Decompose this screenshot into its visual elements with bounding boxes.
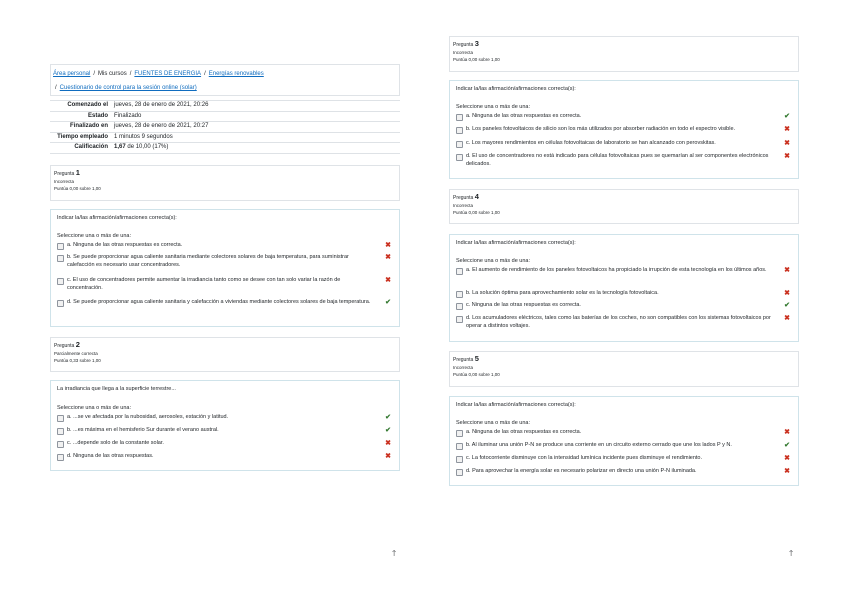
- check-icon: ✔: [784, 113, 790, 120]
- cross-icon: ✖: [784, 290, 790, 297]
- breadcrumb: [50, 64, 400, 96]
- summary-label: Calificación: [50, 143, 111, 154]
- summary-value: jueves, 28 de enero de 2021, 20:26: [111, 101, 400, 112]
- checkbox[interactable]: [456, 469, 463, 476]
- question-prompt: Seleccione una o más de una:: [456, 420, 530, 426]
- arrow-up-icon[interactable]: 🡑: [789, 549, 794, 558]
- question-state: Parcialmente correcta: [54, 351, 98, 356]
- summary-value: [111, 143, 400, 154]
- summary-row: [50, 132, 400, 143]
- cross-icon: ✖: [784, 455, 790, 462]
- question-3-content: [449, 80, 799, 179]
- checkbox[interactable]: [456, 268, 463, 275]
- answer-text: c. Ninguna de las otras respuestas es correcta.: [466, 302, 581, 308]
- answer-text: d. El uso de concentradores no está indicado para células fotovoltaicas pues se quemarían al ser componentes electrónicos delicados.: [466, 153, 769, 167]
- summary-label: Estado: [50, 111, 111, 122]
- answer-text: b. Al iluminar una unión P-N se produce una corriente en un circuito externo cerrado que une los lados P y N.: [466, 442, 732, 448]
- question-text: La irradiancia que llega a la superficie terrestre...: [57, 386, 176, 392]
- breadcrumb-quiz[interactable]: Cuestionario de control para la sesión online (solar): [59, 85, 197, 91]
- question-number: [54, 341, 396, 350]
- answer-text: d. Para aprovechar la energía solar es necesario polarizar en directo una unión P-N iluminada.: [466, 468, 697, 474]
- summary-row: [50, 143, 400, 154]
- question-3-info: [449, 36, 799, 72]
- checkbox[interactable]: [57, 278, 64, 285]
- cross-icon: ✖: [784, 126, 790, 133]
- answer-text: c. Los mayores rendimientos en células fotovoltaicas de laboratorio se han alcanzado con perovskitas.: [466, 140, 716, 146]
- cross-icon: ✖: [784, 267, 790, 274]
- question-4-info: [449, 189, 799, 224]
- question-label: Pregunta: [453, 357, 474, 363]
- answer-text: a. El aumento de rendimiento de los paneles fotovoltaicos ha propiciado la irrupción de esta tecnología en los últimos años.: [466, 267, 767, 273]
- checkbox[interactable]: [456, 456, 463, 463]
- cross-icon: ✖: [385, 254, 391, 261]
- checkbox[interactable]: [57, 300, 64, 307]
- question-number: [54, 169, 396, 178]
- breadcrumb-course[interactable]: FUENTES DE ENERGIA: [134, 71, 202, 77]
- checkbox[interactable]: [456, 443, 463, 450]
- summary-value: 1 minutos 9 segundos: [111, 132, 400, 143]
- breadcrumb-separator: /: [55, 85, 57, 91]
- cross-icon: ✖: [385, 440, 391, 447]
- checkbox[interactable]: [456, 430, 463, 437]
- check-icon: ✔: [784, 442, 790, 449]
- question-number-value: 5: [474, 354, 479, 363]
- answer-text: a. ...se ve afectada por la nubosidad, aerosoles, estación y latitud.: [67, 414, 229, 420]
- question-marks: Puntúa 0,00 sobre 1,00: [453, 210, 500, 215]
- checkbox[interactable]: [456, 316, 463, 323]
- answer-text: a. Ninguna de las otras respuestas es correcta.: [466, 113, 582, 119]
- question-prompt: Seleccione una o más de una:: [456, 104, 530, 110]
- question-label: Pregunta: [453, 42, 474, 48]
- breadcrumb-area-personal[interactable]: Área personal: [53, 71, 91, 77]
- question-number-value: 1: [75, 168, 80, 177]
- breadcrumb-separator: /: [93, 71, 96, 77]
- answer-text: b. Se puede proporcionar agua caliente sanitaria mediante colectores solares de baja temperatura, para suministrar calefacción es necesario usar concentradores.: [67, 254, 349, 268]
- question-2-content: [50, 380, 400, 471]
- question-number: [453, 355, 795, 364]
- cross-icon: ✖: [385, 277, 391, 284]
- question-number-value: 2: [75, 340, 80, 349]
- checkbox[interactable]: [57, 243, 64, 250]
- question-5-content: [449, 396, 799, 486]
- summary-label: Comenzado el: [50, 101, 111, 112]
- question-text: Indicar la/las afirmación/afirmaciones correcta(s):: [57, 215, 177, 221]
- checkbox[interactable]: [57, 255, 64, 262]
- checkbox[interactable]: [456, 303, 463, 310]
- question-text: Indicar la/las afirmación/afirmaciones correcta(s):: [456, 86, 576, 92]
- question-label: Pregunta: [453, 195, 474, 201]
- question-label: Pregunta: [54, 343, 75, 349]
- answer-text: a. Ninguna de las otras respuestas es correcta.: [67, 242, 183, 248]
- question-1-info: [50, 165, 400, 201]
- question-number: [453, 40, 795, 49]
- summary-row: [50, 111, 400, 122]
- checkbox[interactable]: [57, 428, 64, 435]
- answer-text: c. El uso de concentradores permite aumentar la irradiancia tanto como se desee con tan solo variar la razón de concentración.: [67, 277, 341, 291]
- checkbox[interactable]: [456, 141, 463, 148]
- breadcrumb-section[interactable]: Energías renovables: [208, 71, 264, 77]
- checkbox[interactable]: [57, 441, 64, 448]
- breadcrumb-separator: /: [204, 71, 206, 77]
- question-1-content: [50, 209, 400, 327]
- answer-text: d. Los acumuladores eléctricos, tales como las baterías de los coches, no son compatibles con los sistemas fotovoltaicos por operar a distintos voltajes.: [466, 315, 771, 329]
- summary-label: Finalizado en: [50, 122, 111, 133]
- cross-icon: ✖: [784, 429, 790, 436]
- checkbox[interactable]: [57, 415, 64, 422]
- cross-icon: ✖: [784, 140, 790, 147]
- question-state: Incorrecta: [453, 365, 474, 370]
- question-prompt: Seleccione una o más de una:: [57, 405, 131, 411]
- question-number-value: 4: [474, 192, 479, 201]
- breadcrumb-mis-cursos: Mis cursos: [98, 71, 127, 77]
- checkbox[interactable]: [456, 127, 463, 134]
- summary-row: [50, 122, 400, 133]
- check-icon: ✔: [385, 427, 391, 434]
- cross-icon: ✖: [784, 315, 790, 322]
- question-marks: Puntúa 0,33 sobre 1,00: [54, 358, 101, 363]
- answer-text: d. Ninguna de las otras respuestas.: [67, 453, 154, 459]
- question-4-content: [449, 234, 799, 342]
- question-prompt: Seleccione una o más de una:: [57, 233, 131, 239]
- answer-text: b. La solución óptima para aprovechamiento solar es la tecnología fotovoltaica.: [466, 290, 659, 296]
- answer-text: c. ...depende solo de la constante solar.: [67, 440, 164, 446]
- question-marks: Puntúa 0,00 sobre 1,00: [54, 186, 101, 191]
- grade-value: 1,67: [114, 144, 126, 150]
- arrow-up-icon[interactable]: 🡑: [392, 549, 397, 558]
- question-marks: Puntúa 0,00 sobre 1,00: [453, 372, 500, 377]
- answer-text: d. Se puede proporcionar agua caliente sanitaria y calefacción a viviendas mediante colectores solares de baja temperatura.: [67, 299, 371, 305]
- answer-text: b. Los paneles fotovoltaicos de silicio son los más utilizados por absorber radiación en todo el espectro visible.: [466, 126, 736, 132]
- checkbox[interactable]: [57, 454, 64, 461]
- cross-icon: ✖: [784, 468, 790, 475]
- summary-row: [50, 101, 400, 112]
- checkbox[interactable]: [456, 154, 463, 161]
- question-state: Incorrecta: [453, 50, 474, 55]
- question-marks: Puntúa 0,00 sobre 1,00: [453, 57, 500, 62]
- question-5-info: [449, 351, 799, 387]
- summary-value: Finalizado: [111, 111, 400, 122]
- check-icon: ✔: [385, 299, 391, 306]
- checkbox[interactable]: [456, 114, 463, 121]
- question-state: Incorrecta: [453, 203, 474, 208]
- grade-rest: de 10,00 (17%): [125, 144, 169, 150]
- cross-icon: ✖: [385, 242, 391, 249]
- question-prompt: Seleccione una o más de una:: [456, 258, 530, 264]
- check-icon: ✔: [385, 414, 391, 421]
- check-icon: ✔: [784, 302, 790, 309]
- summary-value: jueves, 28 de enero de 2021, 20:27: [111, 122, 400, 133]
- question-text: Indicar la/las afirmación/afirmaciones correcta(s):: [456, 240, 576, 246]
- summary-label: Tiempo empleado: [50, 132, 111, 143]
- cross-icon: ✖: [385, 453, 391, 460]
- question-number: [453, 193, 795, 202]
- breadcrumb-separator: /: [129, 71, 132, 77]
- question-text: Indicar la/las afirmación/afirmaciones correcta(s):: [456, 402, 576, 408]
- question-number-value: 3: [474, 39, 479, 48]
- answer-text: a. Ninguna de las otras respuestas es correcta.: [466, 429, 582, 435]
- checkbox[interactable]: [456, 291, 463, 298]
- cross-icon: ✖: [784, 153, 790, 160]
- question-state: Incorrecta: [54, 179, 75, 184]
- attempt-summary-table: [50, 100, 400, 154]
- question-2-info: [50, 337, 400, 372]
- answer-text: c. La fotocorriente disminuye con la intensidad lumínica incidente pues disminuye el rendimiento.: [466, 455, 703, 461]
- answer-text: b. ...es máxima en el hemisferio Sur durante el verano austral.: [67, 427, 219, 433]
- question-label: Pregunta: [54, 171, 75, 177]
